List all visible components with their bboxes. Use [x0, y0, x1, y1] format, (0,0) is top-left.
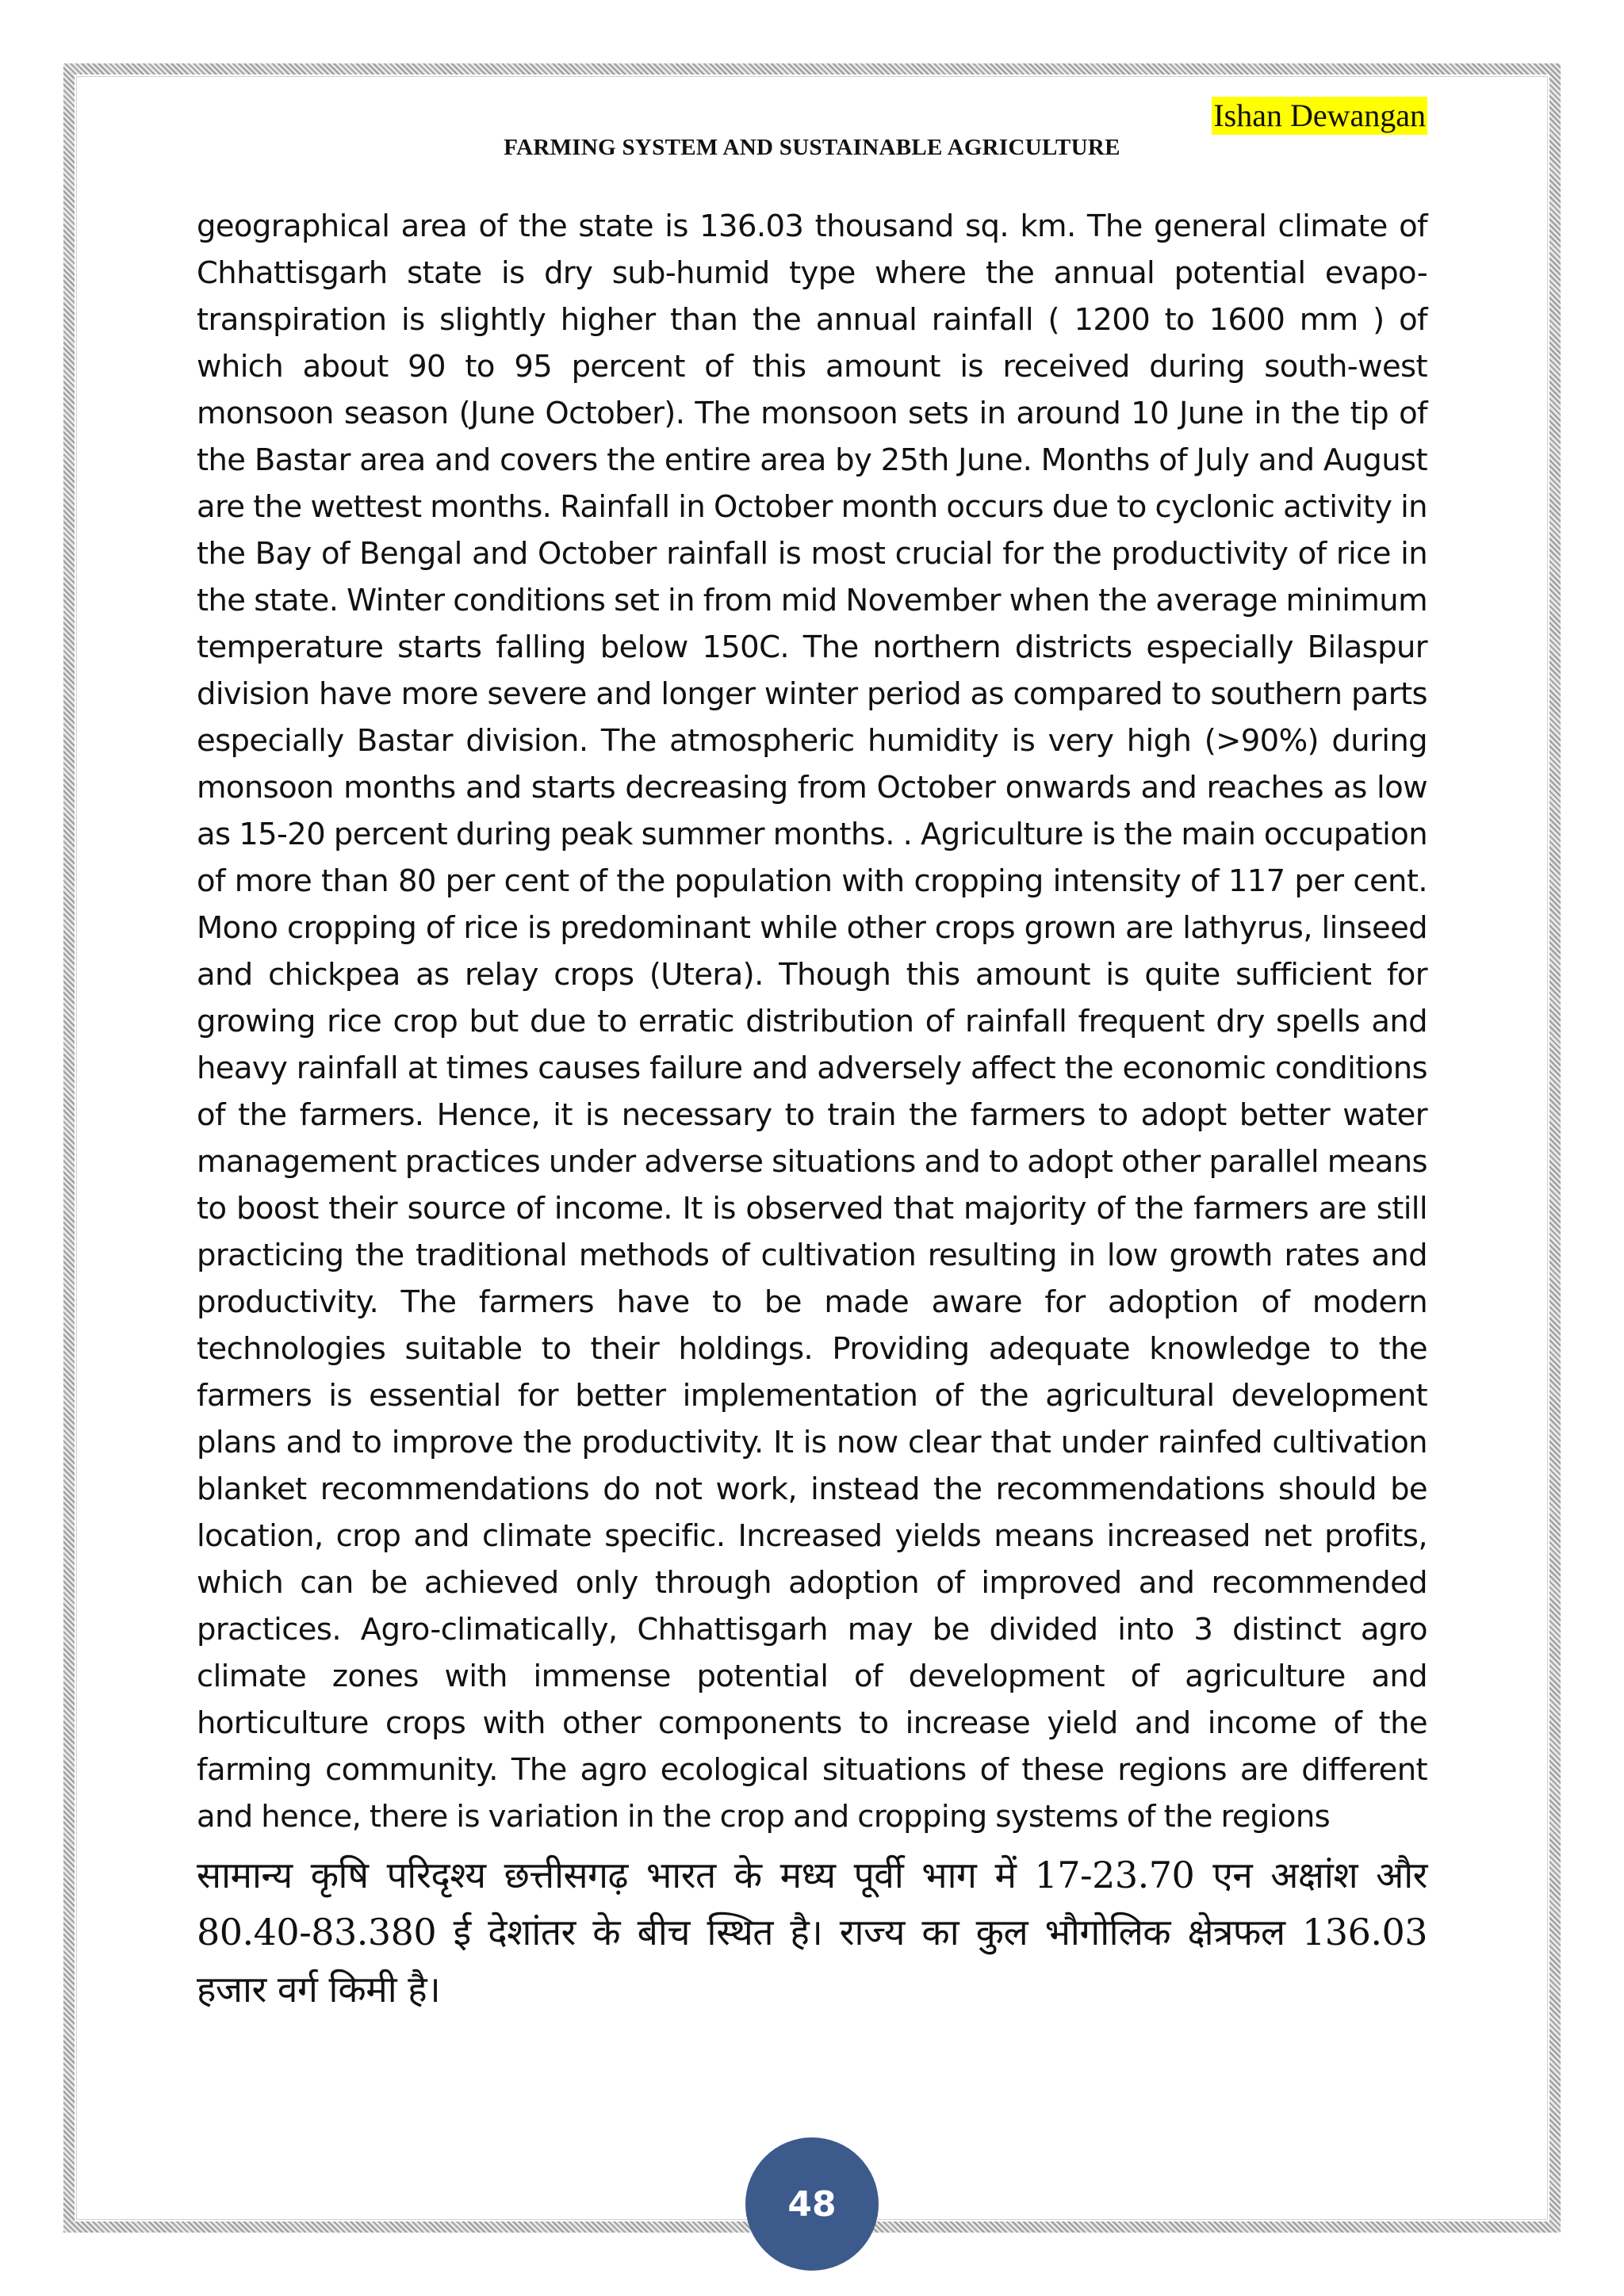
body-paragraph-english: geographical area of the state is 136.03 thousand sq. km. The general climate of Chhattisgarh state is dry sub-humid type where the annual potential evapo-transpiration is slightly higher than the annual rainfall ( 1200 to 1600 mm ) of which about 90 to 95 percent of this amount is received during south-west monsoon season (June October). The monsoon sets in around 10 June in the tip of the Bastar area and covers the entire area by 25th June. Months of July and August are the wettest months. Rainfall in October month occurs due to cyclonic activity in the Bay of Bengal and October rainfall is most crucial for the productivity of rice in the state. Winter conditions set in from mid November when the average minimum temperature starts falling below 150C. The northern districts especially Bilaspur division have more severe and longer winter period as compared to southern parts especially Bastar division. The atmospheric humidity is very high (>90%) during monsoon months and starts decreasing from October onwards and reaches as low as 15-20 percent during peak summer months. . Agriculture is the main occupation of more than 80 per cent of the population with cropping intensity of 117 per cent. Mono cropping of rice is predominant while other crops grown are lathyrus, linseed and chickpea as relay crops (Utera). Though this amount is quite sufficient for growing rice crop but due to erratic distribution of rainfall frequent dry spells and heavy rainfall at times causes failure and adversely affect the economic conditions of the farmers. Hence, it is necessary to train the farmers to adopt better water management practices under adverse situations and to adopt other parallel means to boost their source of income. It is observed that majority of the farmers are still practicing the traditional methods of cultivation resulting in low growth rates and productivity. The farmers have to be made aware for adoption of modern technologies suitable to their holdings. Providing adequate knowledge to the farmers is essential for better implementation of the agricultural development plans and to improve the productivity. It is now clear that under rainfed cultivation blanket recommendations do not work, instead the recommendations should be location, crop and climate specific. Increased yields means increased net profits, which can be achieved only through adoption of improved and recommended practices. Agro-climatically, Chhattisgarh may be divided into 3 distinct agro climate zones with immense potential of development of agriculture and horticulture crops with other components to increase yield and income of the farming community. The agro ecological situations of these regions are different and hence, there is variation in the crop and cropping systems of the regions	[197, 209, 1427, 1835]
author-name: Ishan Dewangan	[1213, 98, 1426, 133]
page-number-badge: 48	[745, 2137, 879, 2271]
body-paragraph-hindi: सामान्य कृषि परिदृश्य छत्तीसगढ़ भारत के मध्य पूर्वी भाग में 17-23.70 एन अक्षांश और 80.40-83.380 ई देशांतर के बीच स्थित है। राज्य का कुल भौगोलिक क्षेत्रफल 136.03 हजार वर्ग किमी है।	[197, 1854, 1427, 2011]
page-body	[197, 203, 1427, 2018]
running-title: FARMING SYSTEM AND SUSTAINABLE AGRICULTURE	[504, 135, 1120, 160]
